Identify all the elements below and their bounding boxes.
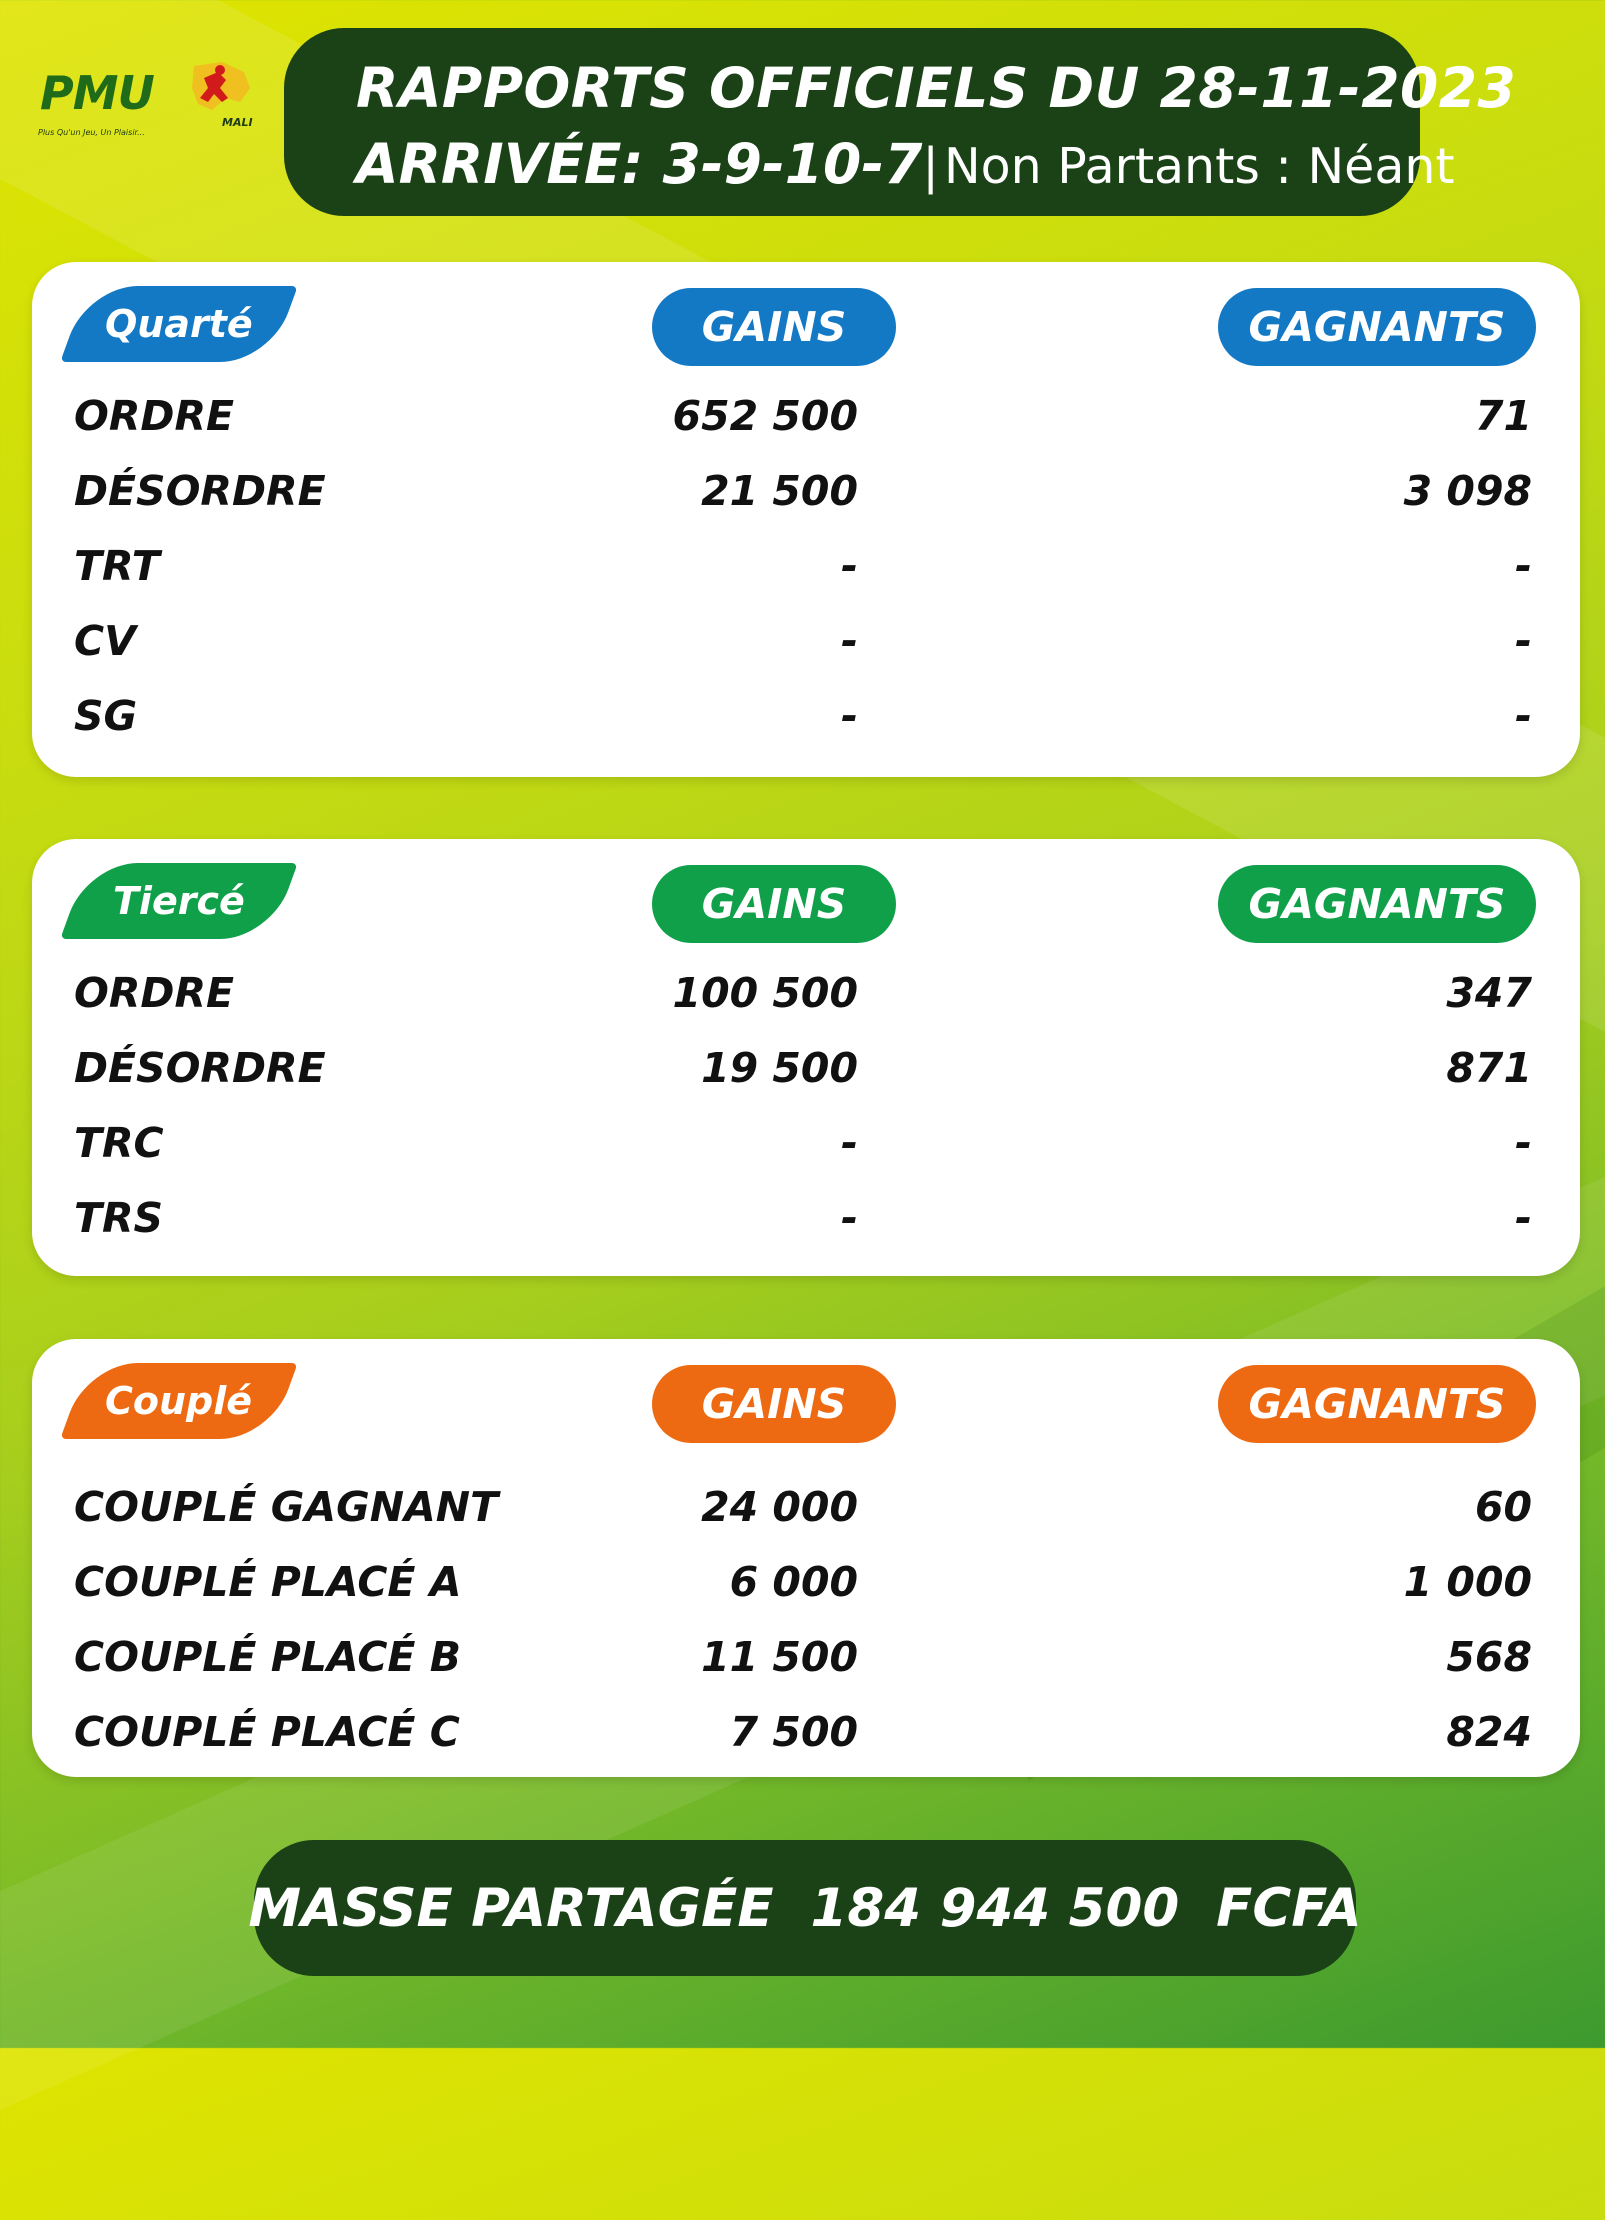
- quarte-card: [32, 262, 1580, 777]
- logo-tagline: Plus Qu'un Jeu, Un Plaisir...: [38, 128, 145, 137]
- header-banner: [284, 28, 1517, 216]
- row-gagnants: 60: [1474, 1483, 1532, 1531]
- table-row: [74, 692, 1532, 767]
- row-gains: 19 500: [701, 1044, 858, 1092]
- row-label: DÉSORDRE: [74, 1044, 326, 1092]
- row-gains: 100 500: [672, 969, 858, 1017]
- table-row: [74, 1194, 1532, 1269]
- couple-rows: [74, 1483, 1532, 1783]
- row-gagnants: 347: [1446, 969, 1532, 1017]
- tierce-rows: [74, 969, 1532, 1269]
- row-gagnants: -: [1514, 1119, 1532, 1167]
- row-label: COUPLÉ PLACÉ A: [74, 1558, 462, 1606]
- table-row: [74, 1633, 1532, 1708]
- row-gains: 21 500: [701, 467, 858, 515]
- gains-header: GAINS: [652, 288, 896, 366]
- pmu-mali-logo: [36, 52, 256, 152]
- gagnants-header: GAGNANTS: [1218, 865, 1536, 943]
- row-label: DÉSORDRE: [74, 467, 326, 515]
- row-gains: -: [840, 542, 858, 590]
- logo-country: MALI: [222, 116, 253, 129]
- table-row: [74, 1483, 1532, 1558]
- non-partants: Non Partants : Néant: [944, 138, 1455, 195]
- row-gagnants: -: [1514, 542, 1532, 590]
- row-gains: 7 500: [729, 1708, 858, 1756]
- table-row: [74, 542, 1532, 617]
- table-row: [74, 1558, 1532, 1633]
- row-gagnants: -: [1514, 1194, 1532, 1242]
- row-label: COUPLÉ GAGNANT: [74, 1483, 499, 1531]
- row-gagnants: 71: [1474, 392, 1532, 440]
- separator: |: [922, 138, 939, 195]
- couple-tag: Couplé: [60, 1363, 298, 1439]
- row-gains: 6 000: [729, 1558, 858, 1606]
- row-gagnants: 3 098: [1403, 467, 1532, 515]
- row-label: COUPLÉ PLACÉ C: [74, 1708, 460, 1756]
- gagnants-header: GAGNANTS: [1218, 1365, 1536, 1443]
- arrival-line: [356, 126, 1455, 216]
- row-gains: -: [840, 617, 858, 665]
- tierce-card: [32, 839, 1580, 1276]
- gagnants-header: GAGNANTS: [1218, 288, 1536, 366]
- arrival-result: ARRIVÉE: 3-9-10-7: [356, 132, 923, 196]
- table-row: [74, 1044, 1532, 1119]
- row-gagnants: 568: [1446, 1633, 1532, 1681]
- row-label: COUPLÉ PLACÉ B: [74, 1633, 461, 1681]
- table-row: [74, 1119, 1532, 1194]
- masse-partagee-banner: MASSE PARTAGÉE 184 944 500 FCFA: [254, 1840, 1356, 1976]
- row-gagnants: -: [1514, 617, 1532, 665]
- quarte-tag: Quarté: [60, 286, 298, 362]
- gains-header: GAINS: [652, 1365, 896, 1443]
- logo-brand: PMU: [40, 66, 154, 120]
- row-label: TRC: [74, 1119, 164, 1167]
- row-label: ORDRE: [74, 969, 235, 1017]
- table-row: [74, 617, 1532, 692]
- row-gains: 24 000: [701, 1483, 858, 1531]
- row-gains: 11 500: [701, 1633, 858, 1681]
- row-label: ORDRE: [74, 392, 235, 440]
- table-row: [74, 1708, 1532, 1783]
- table-row: [74, 969, 1532, 1044]
- row-gagnants: -: [1514, 692, 1532, 740]
- row-gains: 652 500: [672, 392, 858, 440]
- row-label: TRS: [74, 1194, 164, 1242]
- gains-header: GAINS: [652, 865, 896, 943]
- table-row: [74, 392, 1532, 467]
- tierce-tag: Tiercé: [60, 863, 298, 939]
- report-title: RAPPORTS OFFICIELS DU 28-11-2023: [356, 56, 1517, 120]
- row-label: TRT: [74, 542, 160, 590]
- row-gagnants: 824: [1446, 1708, 1532, 1756]
- row-gains: -: [840, 1119, 858, 1167]
- row-gains: -: [840, 692, 858, 740]
- row-gagnants: 1 000: [1403, 1558, 1532, 1606]
- row-label: SG: [74, 692, 138, 740]
- row-gains: -: [840, 1194, 858, 1242]
- quarte-rows: [74, 392, 1532, 767]
- row-gagnants: 871: [1446, 1044, 1532, 1092]
- row-label: CV: [74, 617, 136, 665]
- couple-card: [32, 1339, 1580, 1777]
- table-row: [74, 467, 1532, 542]
